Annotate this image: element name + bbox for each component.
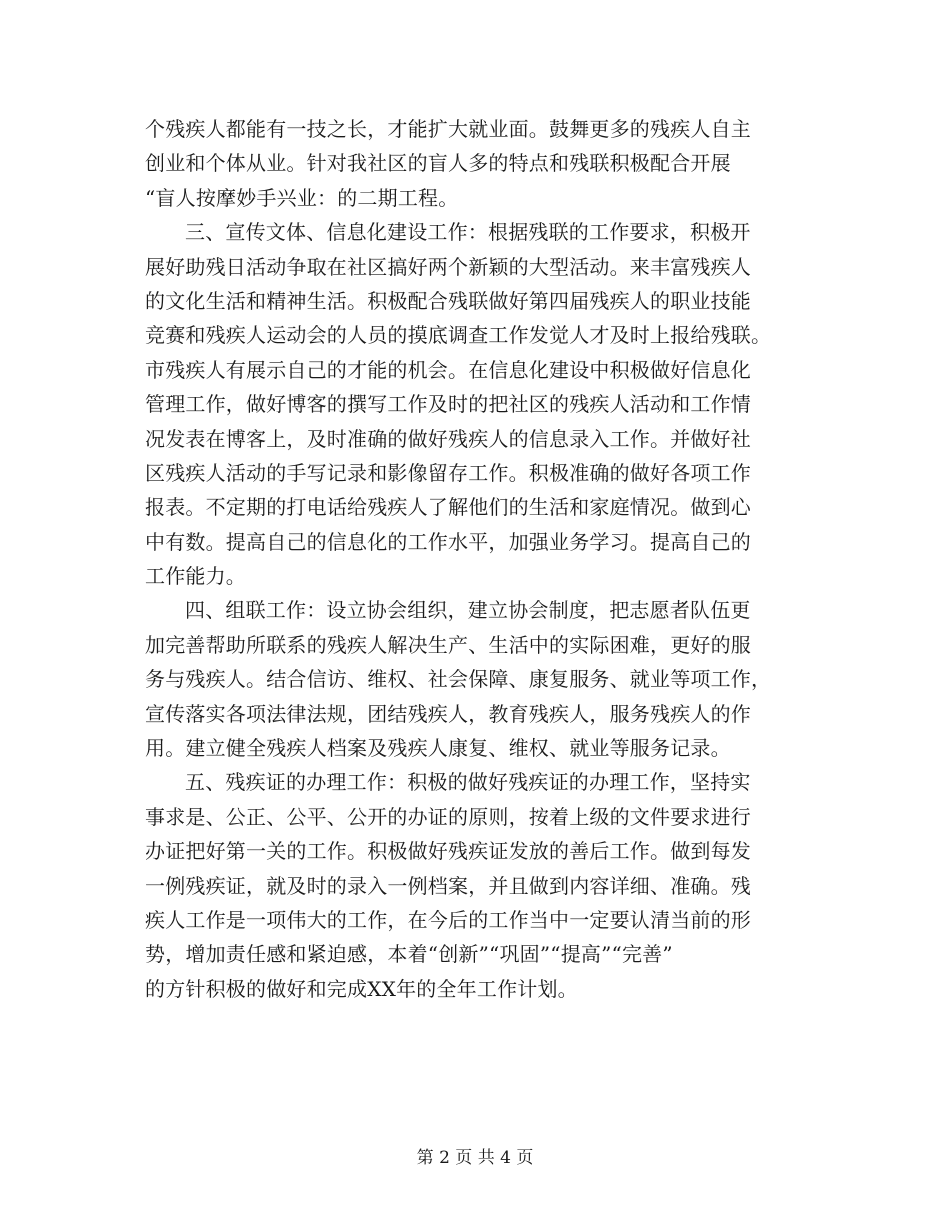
text-line: 用。建立健全残疾人档案及残疾人康复、维权、就业等服务记录。 [145, 736, 731, 761]
page-number-footer: 第 2 页 共 4 页 [416, 1148, 534, 1168]
text-line: 市残疾人有展示自己的才能的机会。在信息化建设中积极做好信息化 [145, 357, 751, 382]
text-line: 中有数。提高自己的信息化的工作水平，加强业务学习。提高自己的 [145, 529, 751, 554]
text-line: 区残疾人活动的手写记录和影像留存工作。积极准确的做好各项工作 [145, 460, 751, 485]
text-line: 一例残疾证，就及时的录入一例档案，并且做到内容详细、准确。残 [145, 873, 751, 898]
text-line: 报表。不定期的打电话给残疾人了解他们的生活和家庭情况。做到心 [145, 495, 751, 520]
text-line: 势，增加责任感和紧迫感，本着“创新”“巩固”“提高”“完善” [145, 942, 673, 967]
text-line: 事求是、公正、公平、公开的办证的原则，按着上级的文件要求进行 [145, 804, 751, 829]
text-line: 管理工作，做好博客的撰写工作及时的把社区的残疾人活动和工作情 [145, 392, 751, 417]
text-line: 的文化生活和精神生活。积极配合残联做好第四届残疾人的职业技能 [145, 288, 751, 313]
text-line: 宣传落实各项法律法规，团结残疾人，教育残疾人，服务残疾人的作 [145, 701, 751, 726]
text-line: 竞赛和残疾人运动会的人员的摸底调查工作发觉人才及时上报给残联。 [145, 323, 772, 348]
section-heading-line: 四、组联工作：设立协会组织，建立协会制度，把志愿者队伍更 [185, 598, 751, 623]
text-line: 务与残疾人。结合信访、维权、社会保障、康复服务、就业等项工作， [145, 667, 772, 692]
text-line: 工作能力。 [145, 564, 246, 589]
text-line: “盲人按摩妙手兴业：的二期工程。 [145, 185, 459, 210]
document-body [145, 112, 815, 1006]
text-line: 况发表在博客上，及时准确的做好残疾人的信息录入工作。并做好社 [145, 426, 751, 451]
text-line: 创业和个体从业。针对我社区的盲人多的特点和残联积极配合开展 [145, 151, 731, 176]
text-line: 办证把好第一关的工作。积极做好残疾证发放的善后工作。做到每发 [145, 839, 751, 864]
text-line: 疾人工作是一项伟大的工作，在今后的工作当中一定要认清当前的形 [145, 907, 751, 932]
text-line: 加完善帮助所联系的残疾人解决生产、生活中的实际困难，更好的服 [145, 632, 751, 657]
text-line: 的方针积极的做好和完成XX年的全年工作计划。 [145, 976, 578, 1001]
text-line: 个残疾人都能有一技之长，才能扩大就业面。鼓舞更多的残疾人自主 [145, 117, 751, 141]
section-heading-line: 五、残疾证的办理工作：积极的做好残疾证的办理工作，坚持实 [185, 770, 751, 795]
section-heading-line: 三、宣传文体、信息化建设工作：根据残联的工作要求，积极开 [185, 220, 751, 245]
text-line: 展好助残日活动争取在社区搞好两个新颖的大型活动。来丰富残疾人 [145, 254, 751, 279]
